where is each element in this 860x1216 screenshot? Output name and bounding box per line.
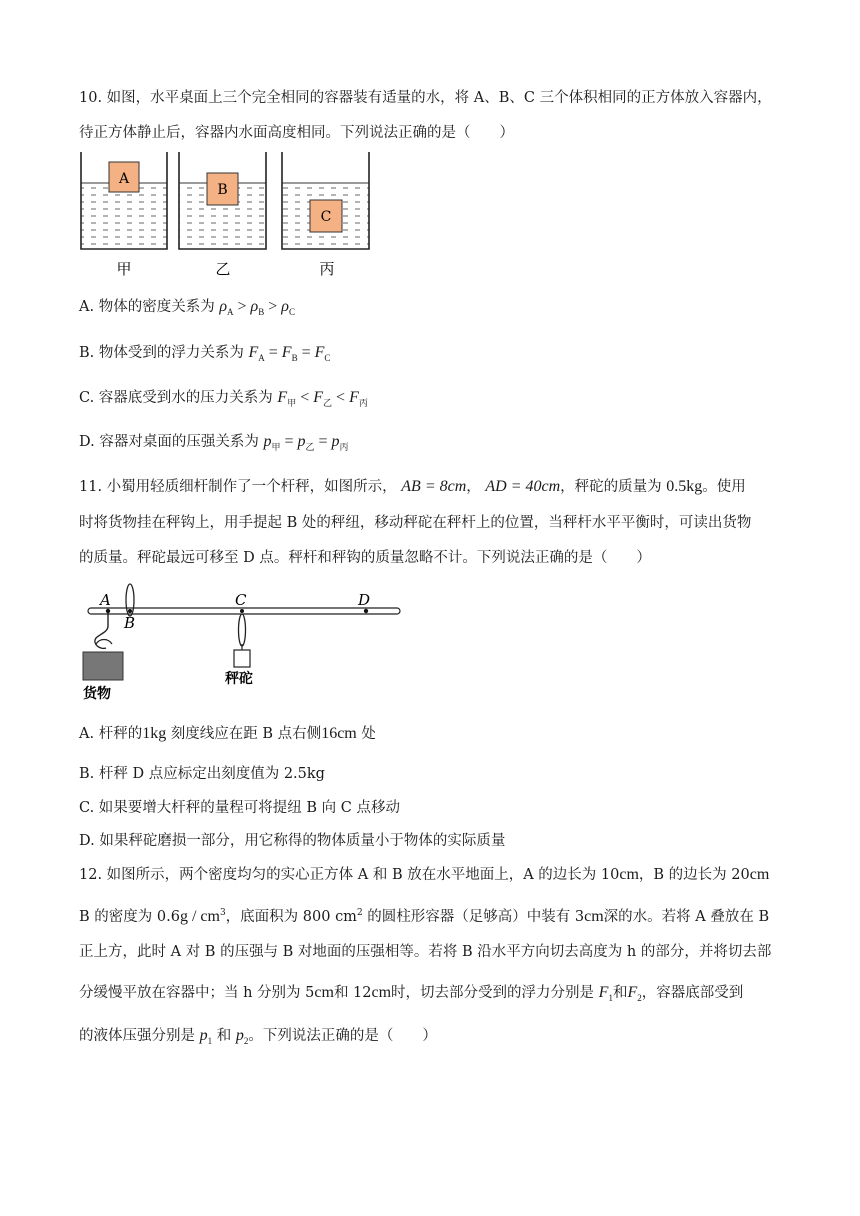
q10-option-d-text: D. 容器对桌面的压强关系为 — [79, 434, 259, 450]
container-jia — [81, 152, 167, 278]
q10-option-c-text: C. 容器底受到水的压力关系为 — [79, 390, 273, 406]
q12-line-4-e: ，容器底部受到 — [641, 985, 744, 1001]
q12-unit-cm-2: cm — [749, 866, 770, 883]
q10-option-d[interactable] — [79, 432, 349, 457]
q11-steelyard-figure — [78, 582, 408, 704]
q12-unit-cm-5: cm — [371, 984, 392, 1001]
q11-option-a[interactable] — [79, 724, 376, 744]
q12-unit-density: g / cm — [179, 907, 220, 925]
point-b-label: B — [124, 614, 136, 632]
q10-stem-line-1: 10. 如图，水平桌面上三个完全相同的容器装有适量的水，将 A、B、C 三个体积相同的正方体放入容器内， — [79, 90, 772, 106]
weight-block — [234, 650, 250, 667]
q12-line-4-c: 时，切去部分受到的浮力分别是 — [391, 985, 595, 1001]
q12-line-2-d: 深的水。若将 A 叠放在 B — [603, 908, 770, 925]
q12-line-5-b: 和 — [216, 1028, 232, 1044]
q11-option-c[interactable]: C. 如果要增大杆秤的量程可将提纽 B 向 C 点移动 — [79, 800, 400, 816]
q12-line-2 — [79, 903, 769, 927]
q11-stem-text-b: ， — [466, 479, 481, 495]
cube-b-label: B — [217, 182, 228, 198]
q11-weight-mass: 0.5kg — [666, 478, 703, 495]
q11-stem-line-3: 的质量。秤砣最远可移至 D 点。秤杆和秤钩的质量忽略不计。下列说法正确的是（ ） — [79, 550, 651, 566]
q12-unit-cm-1: cm — [619, 866, 639, 883]
q12-f1: $F_1$ — [598, 984, 613, 1004]
cargo-box — [83, 652, 123, 680]
point-a-dot — [106, 609, 110, 613]
cube-c-label: C — [320, 209, 332, 225]
q12-f2: $F_2$ — [627, 984, 642, 1004]
point-c-dot — [240, 609, 244, 613]
point-c-label: C — [235, 591, 247, 609]
q12-line-2-c: 的圆柱形容器（足够高）中装有 3 — [362, 908, 585, 925]
q12-line-5 — [79, 1026, 437, 1051]
q11-stem-line-1 — [79, 477, 746, 497]
q12-line-5-c: 。下列说法正确的是（ ） — [248, 1028, 437, 1044]
q12-p2: $p_2$ — [235, 1027, 249, 1047]
point-a-label: A — [100, 591, 111, 609]
q12-line-4-b: 和 12 — [333, 985, 372, 1001]
q10-option-b-text: B. 物体受到的浮力关系为 — [79, 345, 244, 361]
q11-stem-line-2: 时将货物挂在秤钩上，用手提起 B 处的秤纽，移动秤砣在秤杆上的位置，当秤杆水平平衡时，可读出货物 — [79, 515, 752, 531]
q10-option-b-formula: $F_A = F_B = F_C$ — [248, 344, 331, 364]
q10-containers-figure — [78, 150, 373, 282]
container-yi — [179, 152, 266, 278]
container-bing — [282, 152, 369, 278]
q12-exp-3: 3 — [219, 908, 226, 918]
q12-exp-2: 2 — [356, 908, 363, 918]
q12-p1: $p_1$ — [199, 1027, 213, 1047]
q11-ad-value: AD = 40cm — [485, 478, 561, 495]
q11-option-a-text-2: 刻度线应在距 B 点右侧 — [166, 726, 322, 742]
q11-stem-text-d: 。使用 — [702, 479, 746, 495]
point-d-label: D — [358, 591, 371, 609]
q12-line-1 — [79, 865, 769, 885]
container-yi-label: 乙 — [215, 260, 231, 278]
q10-stem-line-2: 待正方体静止后，容器内水面高度相同。下列说法正确的是（ ） — [79, 125, 514, 141]
q11-option-b[interactable]: B. 杆秤 D 点应标定出刻度值为 2.5kg — [79, 766, 325, 782]
q12-line-1-a: 12. 如图所示，两个密度均匀的实心正方体 A 和 B 放在水平地面上，A 的边长为 10 — [79, 867, 620, 883]
q12-line-4-d: 和 — [612, 985, 628, 1001]
q11-option-a-text-1: A. 杆秤的 — [79, 726, 143, 742]
q11-option-a-text-3: 处 — [356, 726, 376, 742]
q10-option-d-formula: $p_甲 = p_乙 = p_丙$ — [263, 433, 349, 453]
q12-unit-cm-3: cm — [584, 907, 604, 925]
q11-stem-text-a: 11. 小蜀用轻质细杆制作了一个杆秤，如图所示， — [79, 479, 397, 495]
q10-option-a-text: A. 物体的密度关系为 — [79, 299, 215, 315]
q10-option-c-formula: $F_甲 < F_乙 < F_丙$ — [277, 389, 368, 409]
q11-option-a-mass: 1kg — [142, 725, 167, 742]
q11-ab-value: AB = 8cm — [401, 478, 467, 495]
weight-label: 秤砣 — [225, 671, 253, 687]
container-bing-label: 丙 — [319, 260, 335, 278]
q12-line-2-b: ，底面积为 800 cm — [225, 908, 357, 925]
q12-line-5-a: 的液体压强分别是 — [79, 1028, 195, 1044]
point-b-dot — [128, 609, 132, 613]
cube-a-label: A — [118, 171, 130, 187]
q10-option-a[interactable] — [79, 297, 295, 322]
q10-option-c[interactable] — [79, 388, 368, 413]
q11-stem-text-c: ，秤砣的质量为 — [560, 479, 662, 495]
q12-line-1-b: ，B 的边长为 20 — [638, 867, 750, 883]
cargo-label: 货物 — [83, 686, 111, 702]
q10-option-a-formula: $\rho_A > \rho_B > \rho_C$ — [219, 298, 295, 318]
q12-unit-cm-4: cm — [314, 984, 334, 1001]
weight-loop — [239, 614, 246, 646]
point-d-dot — [364, 609, 368, 613]
container-jia-label: 甲 — [116, 260, 132, 278]
q12-line-2-a: B 的密度为 0.6 — [79, 908, 180, 925]
q10-option-b[interactable] — [79, 343, 330, 368]
q11-option-d[interactable]: D. 如果秤砣磨损一部分，用它称得的物体质量小于物体的实际质量 — [79, 833, 506, 849]
q12-line-4-a: 分缓慢平放在容器中；当 h 分别为 5 — [79, 985, 315, 1001]
q12-line-4 — [79, 983, 743, 1008]
q11-option-a-dist: 16cm — [321, 725, 357, 742]
q12-line-3: 正上方，此时 A 对 B 的压强与 B 对地面的压强相等。若将 B 沿水平方向切去高度为 h 的部分，并将切去部 — [79, 944, 772, 960]
